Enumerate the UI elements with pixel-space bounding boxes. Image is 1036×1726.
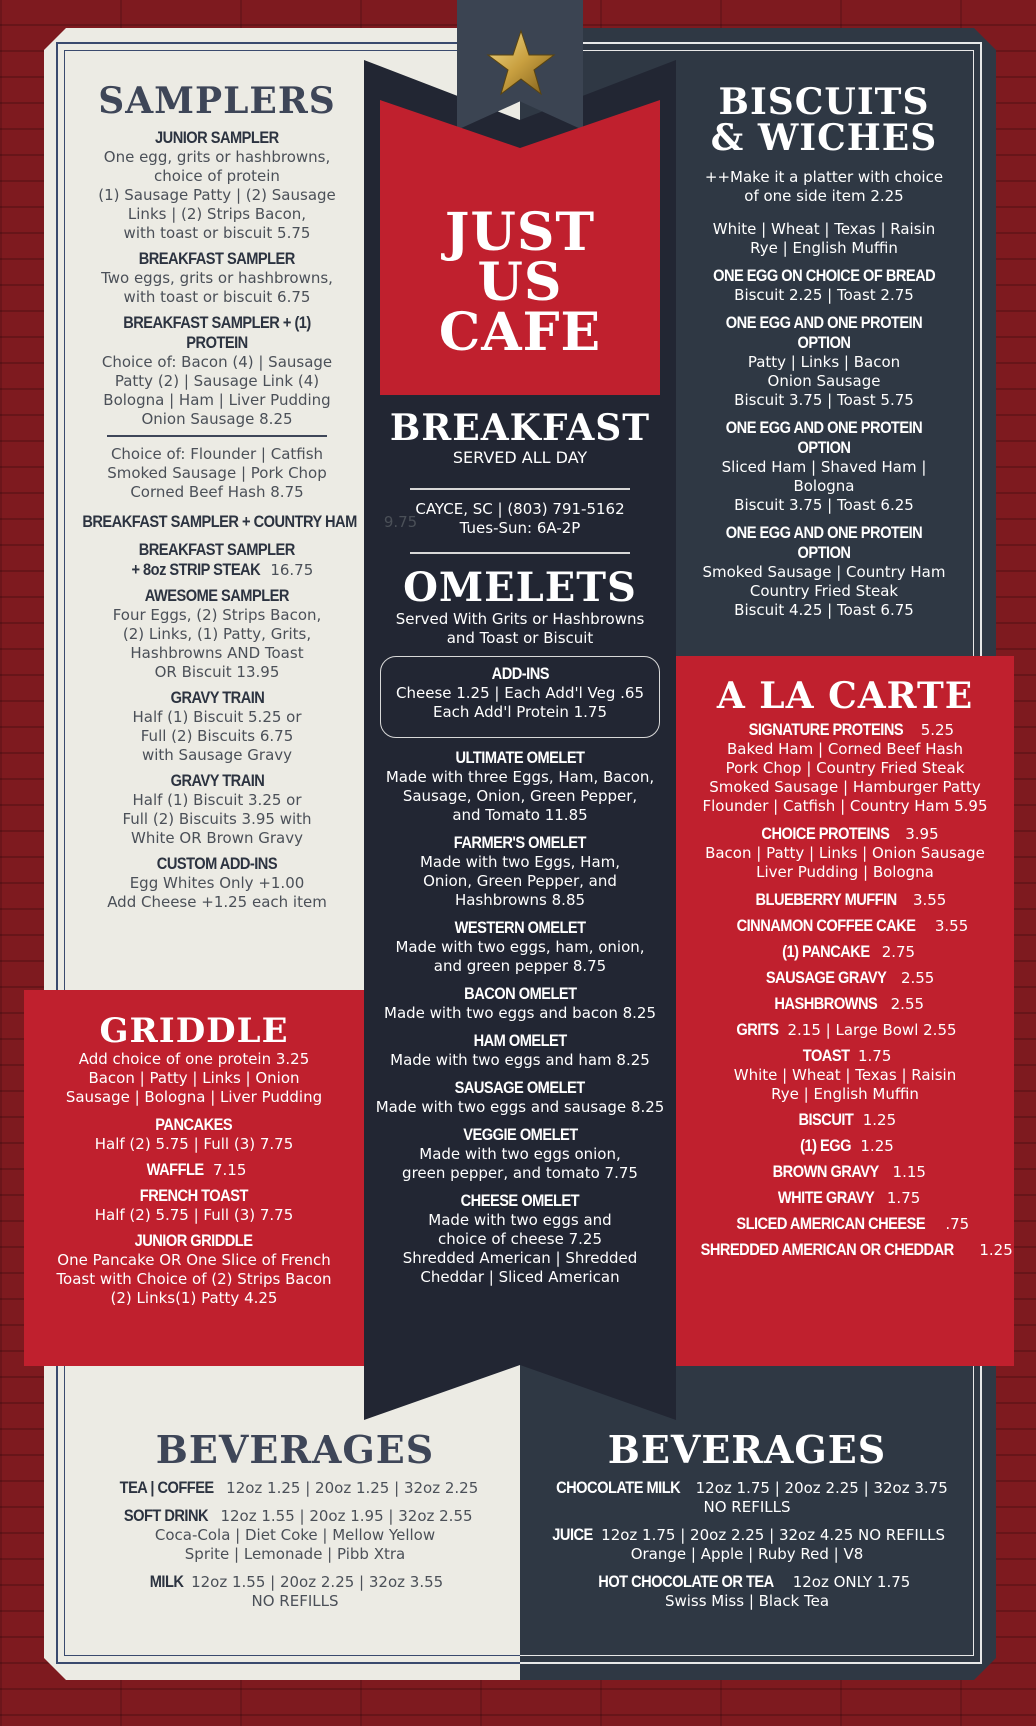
- item-text: NO REFILLS: [251, 1592, 339, 1610]
- beverage-item: [524, 1525, 970, 1564]
- beverages-left-title: BEVERAGES: [155, 1427, 435, 1472]
- item-name: HOT CHOCOLATE OR TEA: [597, 1572, 774, 1591]
- item-name: + 8oz STRIP STEAK: [131, 559, 260, 579]
- item-text: BISCUITS: [718, 81, 930, 123]
- item-name: JUICE: [552, 1525, 593, 1544]
- item-text: Hashbrowns 8.85: [454, 891, 586, 909]
- carte-item: [680, 942, 1010, 962]
- breakfast-title: BREAKFAST: [389, 407, 651, 449]
- carte-item: [680, 1046, 1010, 1104]
- biscuits-section: [684, 81, 964, 620]
- carte-item: [680, 824, 1010, 882]
- sampler-item: [72, 854, 362, 912]
- item-text: Patty | Links | Bacon: [747, 353, 901, 371]
- item-name: SOFT DRINK: [124, 1506, 209, 1525]
- item-name: ONE EGG AND ONE PROTEIN OPTION: [725, 418, 923, 457]
- carte-item: [680, 1020, 1010, 1040]
- item-name: JUNIOR GRIDDLE: [135, 1231, 253, 1250]
- item-text: Choice of: Flounder | Catfish: [110, 444, 324, 463]
- item-text: Made with two eggs and bacon 8.25: [384, 1004, 656, 1022]
- item-text: Bologna | Ham | Liver Pudding: [103, 391, 331, 409]
- item-price: 1.75: [886, 1189, 921, 1207]
- item-text: Made with three Eggs, Ham, Bacon,: [385, 768, 655, 786]
- item-price: 12oz 1.75 | 20oz 2.25 | 32oz 4.25 NO REFILLS: [601, 1526, 945, 1544]
- item-text: choice of cheese 7.25: [438, 1230, 602, 1248]
- item-name: CUSTOM ADD-INS: [156, 853, 278, 873]
- item-price: 5.25: [920, 721, 955, 739]
- item-name: MILK: [149, 1572, 184, 1591]
- item-price: 3.55: [912, 891, 947, 909]
- item-name: SAUSAGE OMELET: [454, 1078, 586, 1097]
- item-text: Rye | English Muffin: [750, 239, 898, 257]
- omelet-item: [370, 1078, 670, 1117]
- item-name: TOAST: [802, 1046, 850, 1065]
- logo-text: [380, 202, 660, 363]
- omelet-addins: [380, 664, 660, 722]
- item-text: Hashbrowns AND Toast: [130, 643, 304, 662]
- griddle-item: [30, 1186, 358, 1225]
- item-text: and green pepper 8.75: [433, 957, 607, 975]
- item-text: (1) Sausage Patty | (2) Sausage: [98, 186, 336, 204]
- item-price: .75: [945, 1215, 970, 1233]
- sampler-item: [72, 540, 362, 580]
- item-text: with toast or biscuit 6.75: [123, 288, 311, 306]
- item-text: with toast or biscuit 5.75: [123, 224, 311, 242]
- item-text: & WICHES: [710, 117, 938, 159]
- item-text: Cheddar | Sliced American: [420, 1268, 620, 1286]
- beverages-right-title: BEVERAGES: [607, 1427, 887, 1472]
- item-text: Liver Pudding | Bologna: [756, 863, 934, 881]
- item-text: Pork Chop | Country Fried Steak: [725, 759, 965, 777]
- beverage-item: [72, 1478, 518, 1498]
- item-price: 12oz 1.55 | 20oz 1.95 | 32oz 2.55: [220, 1507, 473, 1525]
- sampler-item: [72, 445, 362, 502]
- item-text: Made with two eggs and: [428, 1211, 612, 1229]
- served-all-day: SERVED ALL DAY: [452, 448, 588, 467]
- item-text: Biscuit 3.75 | Toast 5.75: [734, 391, 914, 409]
- item-name: HASHBROWNS: [774, 994, 878, 1013]
- item-text: Each Add'l Protein 1.75: [432, 703, 608, 721]
- item-name: ONE EGG ON CHOICE OF BREAD: [712, 266, 936, 285]
- carte-item: [680, 1136, 1010, 1156]
- item-text: Four Eggs, (2) Strips Bacon,: [112, 605, 322, 624]
- item-text: and Toast or Biscuit: [446, 629, 594, 647]
- item-text: Coca-Cola | Diet Coke | Mellow Yellow: [154, 1526, 436, 1544]
- carte-item: [680, 1110, 1010, 1130]
- item-text: Served With Grits or Hashbrowns: [395, 610, 645, 628]
- item-text: Onion Sausage 8.25: [141, 410, 293, 428]
- carte-item: [680, 968, 1010, 988]
- item-text: NO REFILLS: [703, 1498, 791, 1516]
- item-name: WAFFLE: [146, 1160, 204, 1179]
- samplers-title: SAMPLERS: [98, 80, 336, 122]
- item-name: WESTERN OMELET: [454, 918, 586, 937]
- item-price: 1.25: [860, 1137, 894, 1155]
- item-text: One egg, grits or hashbrowns,: [103, 148, 331, 166]
- carte-item: [680, 1188, 1010, 1208]
- item-text: JUST: [444, 202, 596, 263]
- item-text: Onion Sausage: [767, 372, 881, 390]
- carte-item: [680, 1214, 1010, 1234]
- item-name: BREAKFAST SAMPLER + (1) PROTEIN: [123, 313, 311, 352]
- samplers-section: [72, 80, 418, 912]
- omelet-item: [370, 918, 670, 976]
- item-text: Bologna: [793, 477, 855, 495]
- star-icon: [486, 28, 556, 98]
- item-text: and Tomato 11.85: [452, 806, 588, 824]
- sampler-item: [72, 586, 362, 682]
- item-price: 12oz 1.55 | 20oz 2.25 | 32oz 3.55: [191, 1573, 444, 1591]
- item-name: SAUSAGE GRAVY: [765, 968, 887, 987]
- item-text: Bacon | Patty | Links | Onion: [88, 1069, 300, 1087]
- item-text: Biscuit 4.25 | Toast 6.75: [734, 601, 914, 619]
- item-name: BREAKFAST SAMPLER + COUNTRY HAM: [82, 511, 357, 531]
- a-la-carte-title: A LA CARTE: [716, 675, 974, 717]
- sampler-item: [72, 771, 362, 848]
- sampler-item: [60, 511, 418, 532]
- item-text: choice of protein: [154, 167, 280, 185]
- item-price: 12oz 1.75 | 20oz 2.25 | 32oz 3.75: [695, 1479, 948, 1497]
- item-price: 3.95: [905, 825, 939, 843]
- item-name: TEA | COFFEE: [119, 1478, 214, 1497]
- omelet-item: [370, 748, 670, 825]
- breakfast-header: [370, 408, 670, 467]
- omelets-header: [370, 566, 670, 648]
- item-text: Country Fried Steak: [749, 582, 899, 600]
- sampler-item: [72, 128, 362, 243]
- item-text: CAYCE, SC | (803) 791-5162: [415, 500, 625, 518]
- item-text: Egg Whites Only +1.00: [129, 873, 305, 892]
- item-name: ONE EGG AND ONE PROTEIN OPTION: [725, 313, 923, 352]
- item-name: BLUEBERRY MUFFIN: [755, 890, 897, 909]
- item-text: with Sausage Gravy: [141, 745, 293, 764]
- item-price: 2.75: [881, 943, 916, 961]
- item-text: Smoked Sausage | Hamburger Patty: [709, 778, 981, 796]
- beverage-item: [524, 1572, 970, 1611]
- item-name: HAM OMELET: [473, 1031, 567, 1050]
- carte-item: [680, 1240, 1013, 1260]
- item-name: CHEESE OMELET: [460, 1191, 580, 1210]
- item-text: Orange | Apple | Ruby Red | V8: [630, 1545, 864, 1563]
- omelets-title: OMELETS: [403, 564, 637, 611]
- item-text: ADD-INS: [491, 664, 549, 683]
- item-text: Links | (2) Strips Bacon,: [127, 205, 307, 223]
- item-name: SIGNATURE PROTEINS: [748, 720, 904, 739]
- item-name: BISCUIT: [798, 1110, 854, 1129]
- griddle-item: [30, 1115, 358, 1154]
- item-text: (2) Links, (1) Patty, Grits,: [122, 624, 312, 643]
- item-text: Full (2) Biscuits 3.95 with: [122, 809, 312, 828]
- item-text: CAFE: [438, 302, 602, 363]
- item-price: 12oz ONLY 1.75: [792, 1573, 911, 1591]
- item-price: 7.15: [212, 1161, 247, 1179]
- item-name: PANCAKES: [155, 1115, 233, 1134]
- item-name: BREAKFAST SAMPLER: [138, 249, 296, 268]
- carte-item: [680, 994, 1010, 1014]
- item-text: Full (2) Biscuits 6.75: [140, 726, 294, 745]
- item-text: Biscuit 2.25 | Toast 2.75: [734, 286, 914, 304]
- item-text: Patty (2) | Sausage Link (4): [114, 372, 320, 390]
- item-price: 12oz 1.25 | 20oz 1.25 | 32oz 2.25: [226, 1479, 479, 1497]
- omelet-list: [370, 748, 670, 1287]
- item-name: GRAVY TRAIN: [170, 687, 264, 707]
- item-text: of one side item 2.25: [744, 187, 904, 205]
- biscuits-title: [684, 81, 964, 159]
- biscuit-item: [684, 418, 964, 515]
- item-price: 2.15 | Large Bowl 2.55: [787, 1021, 957, 1039]
- item-text: Swiss Miss | Black Tea: [664, 1592, 830, 1610]
- griddle-item: [30, 1160, 358, 1180]
- item-text: Cheese 1.25 | Each Add'l Veg .65: [396, 684, 644, 702]
- item-text: Flounder | Catfish | Country Ham 5.95: [702, 797, 988, 815]
- item-text: White OR Brown Gravy: [131, 828, 303, 847]
- item-name: GRITS: [736, 1020, 779, 1039]
- item-text: ++Make it a platter with choice: [704, 168, 944, 186]
- item-text: Toast with Choice of (2) Strips Bacon: [56, 1270, 332, 1288]
- item-text: US: [477, 252, 563, 313]
- omelet-item: [370, 1191, 670, 1287]
- item-name: (1) EGG: [800, 1136, 852, 1155]
- item-name: (1) PANCAKE: [782, 942, 870, 961]
- item-name: GRAVY TRAIN: [170, 770, 264, 790]
- griddle-item: [30, 1231, 358, 1308]
- omelet-item: [370, 1031, 670, 1070]
- omelet-item: [370, 833, 670, 910]
- item-text: Sausage, Onion, Green Pepper,: [402, 787, 638, 805]
- item-name: SHREDDED AMERICAN OR CHEDDAR: [700, 1240, 954, 1259]
- item-text: White | Wheat | Texas | Raisin: [733, 1066, 957, 1084]
- item-text: Biscuit 3.75 | Toast 6.25: [734, 496, 914, 514]
- beverage-item: [72, 1572, 518, 1611]
- a-la-carte-section: [680, 675, 1013, 1260]
- item-name: CHOICE PROTEINS: [761, 824, 890, 843]
- item-text: One Pancake OR One Slice of French: [57, 1251, 331, 1269]
- item-text: Onion, Green Pepper, and: [423, 872, 617, 890]
- carte-item: [680, 916, 1010, 936]
- item-price: 2.55: [900, 969, 935, 987]
- beverages-right-section: [524, 1428, 970, 1611]
- item-name: BREAKFAST SAMPLER: [138, 539, 296, 559]
- item-text: Two eggs, grits or hashbrowns,: [101, 269, 333, 287]
- omelet-item: [370, 984, 670, 1023]
- carte-item: [680, 890, 1010, 910]
- item-name: FRENCH TOAST: [139, 1186, 249, 1205]
- item-text: Made with two eggs onion,: [419, 1145, 621, 1163]
- griddle-title: GRIDDLE: [99, 1011, 289, 1051]
- item-name: ULTIMATE OMELET: [455, 748, 585, 767]
- item-name: VEGGIE OMELET: [462, 1125, 578, 1144]
- item-text: Half (2) 5.75 | Full (3) 7.75: [94, 1206, 294, 1224]
- item-price: 1.25: [862, 1111, 897, 1129]
- item-text: Choice of: Bacon (4) | Sausage: [101, 353, 333, 371]
- biscuit-item: [684, 313, 964, 410]
- item-text: Made with two eggs and ham 8.25: [390, 1051, 650, 1069]
- item-name: CINNAMON COFFEE CAKE: [736, 916, 916, 935]
- beverage-item: [524, 1478, 970, 1517]
- item-name: SLICED AMERICAN CHEESE: [736, 1214, 925, 1233]
- carte-item: [680, 1162, 1010, 1182]
- item-text: Half (1) Biscuit 5.25 or: [132, 707, 302, 726]
- biscuit-item: [684, 266, 964, 305]
- item-text: Add Cheese +1.25 each item: [107, 892, 327, 911]
- item-text: Made with two eggs, ham, onion,: [395, 938, 645, 956]
- item-text: Baked Ham | Corned Beef Hash: [727, 740, 963, 758]
- item-text: Tues-Sun: 6A-2P: [459, 519, 581, 537]
- item-text: Sprite | Lemonade | Pibb Xtra: [184, 1545, 406, 1563]
- item-name: BROWN GRAVY: [772, 1162, 879, 1181]
- item-price: 1.75: [858, 1047, 892, 1065]
- item-text: Sausage | Bologna | Liver Pudding: [65, 1088, 323, 1106]
- item-text: Add choice of one protein 3.25: [78, 1050, 310, 1068]
- item-name: AWESOME SAMPLER: [144, 585, 290, 605]
- item-price: 1.25: [979, 1241, 1013, 1259]
- beverage-item: [72, 1506, 518, 1564]
- item-name: ONE EGG AND ONE PROTEIN OPTION: [725, 523, 923, 562]
- carte-item: [680, 720, 1010, 816]
- beverages-left-section: [72, 1428, 518, 1611]
- item-text: OR Biscuit 13.95: [154, 662, 280, 681]
- item-text: Smoked Sausage | Pork Chop: [107, 463, 327, 482]
- item-text: Rye | English Muffin: [771, 1085, 919, 1103]
- item-text: Bacon | Patty | Links | Onion Sausage: [705, 844, 985, 862]
- biscuit-item: [684, 523, 964, 620]
- item-name: JUNIOR SAMPLER: [155, 128, 279, 147]
- item-name: CHOCOLATE MILK: [556, 1478, 681, 1497]
- griddle-section: [30, 1012, 358, 1308]
- item-text: Shredded American | Shredded: [402, 1249, 638, 1267]
- item-text: Half (2) 5.75 | Full (3) 7.75: [94, 1135, 294, 1153]
- item-text: Made with two Eggs, Ham,: [419, 853, 621, 871]
- item-text: Made with two eggs and sausage 8.25: [375, 1098, 665, 1116]
- item-text: green pepper, and tomato 7.75: [402, 1164, 638, 1182]
- item-price: 1.15: [892, 1163, 926, 1181]
- item-name: BACON OMELET: [463, 984, 577, 1003]
- item-text: White | Wheat | Texas | Raisin: [712, 220, 936, 238]
- item-text: Smoked Sausage | Country Ham: [702, 563, 946, 581]
- item-name: FARMER'S OMELET: [453, 833, 587, 852]
- sampler-item: [72, 313, 362, 429]
- sampler-item: [72, 688, 362, 765]
- item-text: Corned Beef Hash 8.75: [130, 482, 304, 501]
- item-text: Sliced Ham | Shaved Ham |: [721, 458, 927, 476]
- item-price: 2.55: [890, 995, 925, 1013]
- item-price: 16.75: [270, 560, 314, 579]
- item-text: Half (1) Biscuit 3.25 or: [132, 790, 302, 809]
- omelet-item: [370, 1125, 670, 1183]
- item-price: 9.75: [379, 512, 418, 531]
- item-price: 3.55: [934, 917, 969, 935]
- item-text: (2) Links(1) Patty 4.25: [110, 1289, 278, 1307]
- item-name: WHITE GRAVY: [777, 1188, 874, 1207]
- sampler-item: [72, 249, 362, 307]
